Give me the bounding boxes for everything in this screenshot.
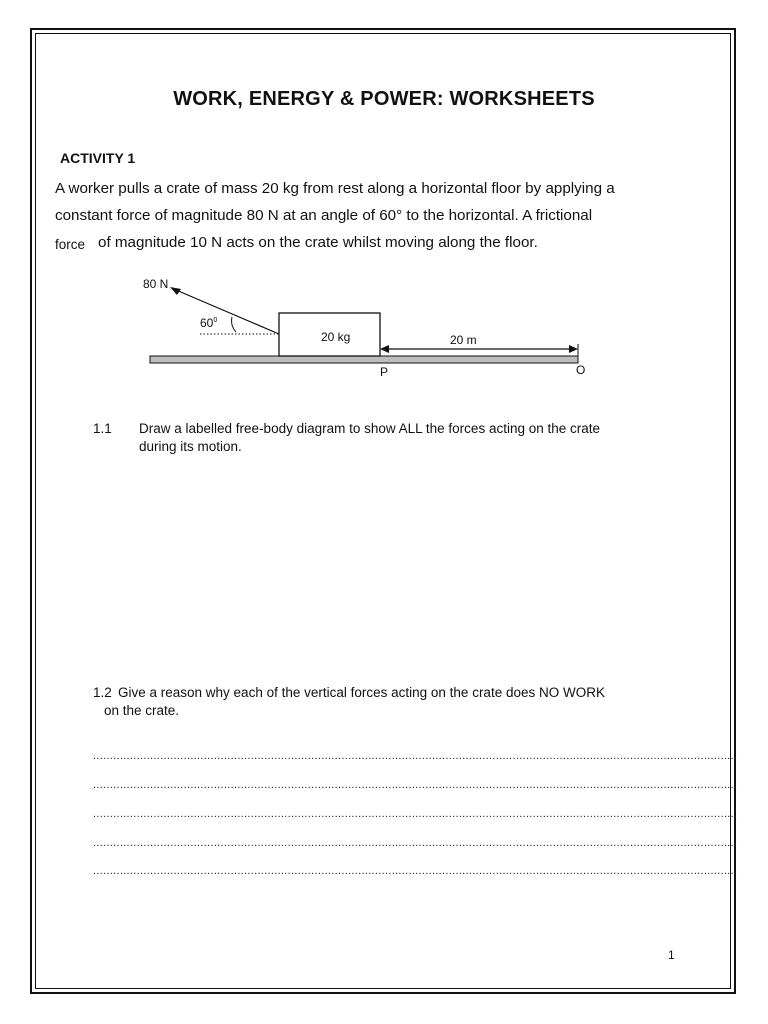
- force-diagram: [140, 270, 600, 380]
- question-1-2-number: 1.2: [93, 685, 112, 700]
- distance-label: 20 m: [450, 333, 477, 347]
- question-1-1-number: 1.1: [93, 421, 112, 436]
- answer-line-4[interactable]: ................................................................................................................................................................................................: [93, 837, 738, 849]
- question-1-1-line-2: during its motion.: [139, 439, 242, 454]
- question-1-2-line-2: on the crate.: [104, 703, 180, 718]
- answer-line-2[interactable]: ................................................................................................................................................................................................: [93, 779, 738, 791]
- force-arrow-head: [170, 287, 181, 295]
- angle-arc: [232, 317, 236, 332]
- crate-label: 20 kg: [321, 330, 351, 344]
- question-1-1-text: [139, 420, 600, 456]
- worksheet-title: WORK, ENERGY & POWER: WORKSHEETS: [173, 88, 595, 110]
- page-number: 1: [668, 948, 675, 962]
- point-p-label: P: [380, 365, 389, 379]
- answer-line-3[interactable]: ................................................................................................................................................................................................: [93, 808, 738, 820]
- distance-arrow-head-left: [380, 345, 389, 353]
- activity-text-line-2: constant force of magnitude 80 N at an angle of 60° to the horizontal. A frictional: [55, 207, 593, 224]
- answer-line-1[interactable]: ................................................................................................................................................................................................: [93, 750, 738, 762]
- floor: [150, 356, 578, 363]
- question-1-2-line-1: Give a reason why each of the vertical forces acting on the crate does NO WORK: [118, 685, 605, 700]
- activity-text-line-1: A worker pulls a crate of mass 20 kg from rest along a horizontal floor by applying a: [55, 180, 615, 197]
- force-label: 80 N: [143, 277, 169, 291]
- question-1-1-line-1: Draw a labelled free-body diagram to show ALL the forces acting on the crate: [139, 421, 601, 436]
- angle-label: $60^0$: [200, 316, 218, 330]
- answer-line-5[interactable]: ................................................................................................................................................................................................: [93, 865, 738, 877]
- point-o-label: O: [576, 363, 586, 377]
- force-arrow-line: [176, 290, 279, 334]
- activity-text-force-word: force: [55, 237, 86, 252]
- activity-text-line-3: of magnitude 10 N acts on the crate whilst moving along the floor.: [98, 234, 538, 251]
- distance-arrow-head-right: [569, 345, 578, 353]
- activity-heading: ACTIVITY 1: [60, 150, 136, 166]
